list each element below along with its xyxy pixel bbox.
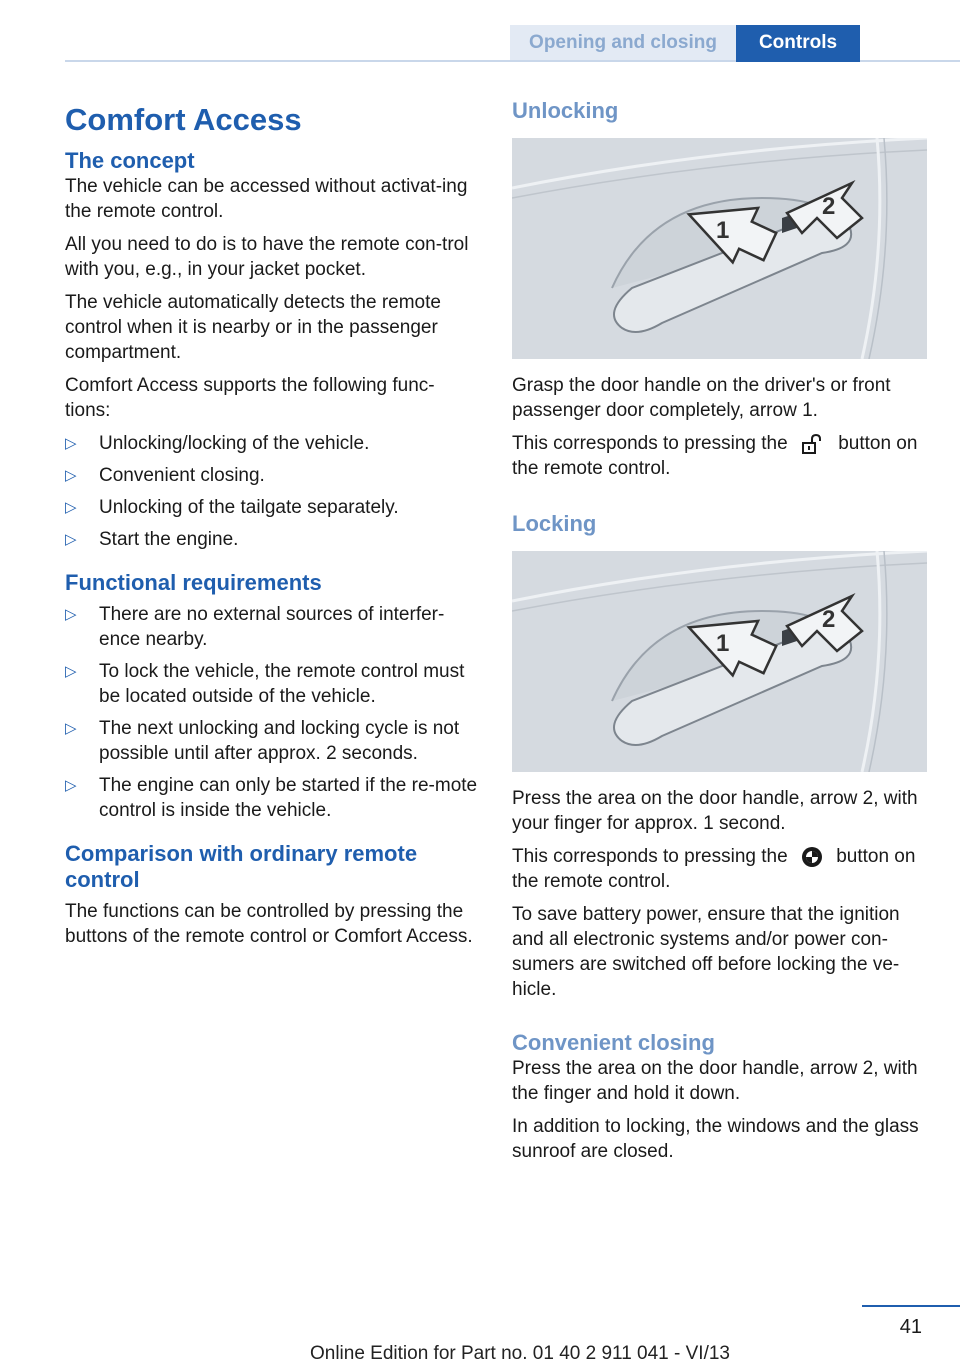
arrow-label: 2 [822,193,836,220]
locking-paragraph: Press the area on the door handle, arrow 2, with your finger for approx. 1 second. [512,788,918,834]
locking-paragraph-button: This corresponds to pressing the button on the remote control. [512,846,916,892]
list-item: ▷ Convenient closing. [65,465,265,486]
locking-heading: Locking [512,511,597,536]
header-rule-active [736,60,860,62]
triangle-bullet-icon: ▷ [65,606,77,623]
arrow-label: 2 [822,606,836,633]
comparison-heading: Comparison with ordinary remote control [65,841,418,892]
brand-logo-lock-icon [801,846,823,868]
concept-heading: The concept [65,148,195,173]
door-handle-illustration [512,138,927,359]
list-item: ▷ There are no external sources of interfer-ence nearby. [65,604,445,650]
header-tab-section: Opening and closing [510,25,736,61]
arrow-label: 1 [716,630,730,657]
locking-figure [512,551,927,772]
door-handle-illustration [512,551,927,772]
triangle-bullet-icon: ▷ [65,467,77,484]
unlocking-heading: Unlocking [512,98,619,123]
convenient-heading: Convenient closing [512,1030,715,1055]
unlocking-paragraph: Grasp the door handle on the driver's or front passenger door completely, arrow 1. [512,375,891,421]
convenient-paragraph: Press the area on the door handle, arrow 2, with the finger and hold it down. [512,1058,918,1104]
unlock-icon [801,433,825,455]
page-title: Comfort Access [65,102,302,137]
header-tab-active: Controls [736,25,860,61]
requirements-list [65,602,480,823]
footer-rule [862,1305,960,1307]
functions-list [65,431,480,552]
list-item: ▷ Unlocking/locking of the vehicle. [65,433,370,454]
list-item: ▷ Unlocking of the tailgate separately. [65,497,399,518]
page-number: 41 [899,1316,922,1338]
concept-paragraph: The vehicle can be accessed without activat-ing the remote control. [65,176,468,222]
concept-paragraph: Comfort Access supports the following func-tions: [65,375,435,421]
concept-paragraph: The vehicle automatically detects the remote control when it is nearby or in the passenger compartment. [65,292,441,363]
requirements-heading: Functional requirements [65,570,322,595]
triangle-bullet-icon: ▷ [65,720,77,737]
triangle-bullet-icon: ▷ [65,777,77,794]
triangle-bullet-icon: ▷ [65,531,77,548]
list-item: ▷ Start the engine. [65,529,239,550]
left-column [65,98,480,957]
convenient-paragraph: In addition to locking, the windows and the glass sunroof are closed. [512,1116,919,1162]
locking-battery-note: To save battery power, ensure that the ignition and all electronic systems and/or power con-sumers are switched off before locking the ve-hicle. [512,904,900,1000]
unlocking-paragraph-button: This corresponds to pressing the button on the remote control. [512,433,918,479]
footer-edition: Online Edition for Part no. 01 40 2 911 041 - VI/13 [309,1343,731,1364]
triangle-bullet-icon: ▷ [65,499,77,516]
comparison-paragraph: The functions can be controlled by pressing the buttons of the remote control or Comfort Access. [65,901,473,947]
list-item: ▷ The next unlocking and locking cycle is not possible until after approx. 2 seconds. [65,718,460,764]
triangle-bullet-icon: ▷ [65,435,77,452]
list-item: ▷ To lock the vehicle, the remote control must be located outside of the vehicle. [65,661,465,707]
triangle-bullet-icon: ▷ [65,663,77,680]
unlocking-figure [512,138,927,359]
arrow-label: 1 [716,217,730,244]
concept-paragraph: All you need to do is to have the remote con-trol with you, e.g., in your jacket pocket. [65,234,469,280]
list-item: ▷ The engine can only be started if the re-mote control is inside the vehicle. [65,775,478,821]
right-column [512,98,930,1172]
